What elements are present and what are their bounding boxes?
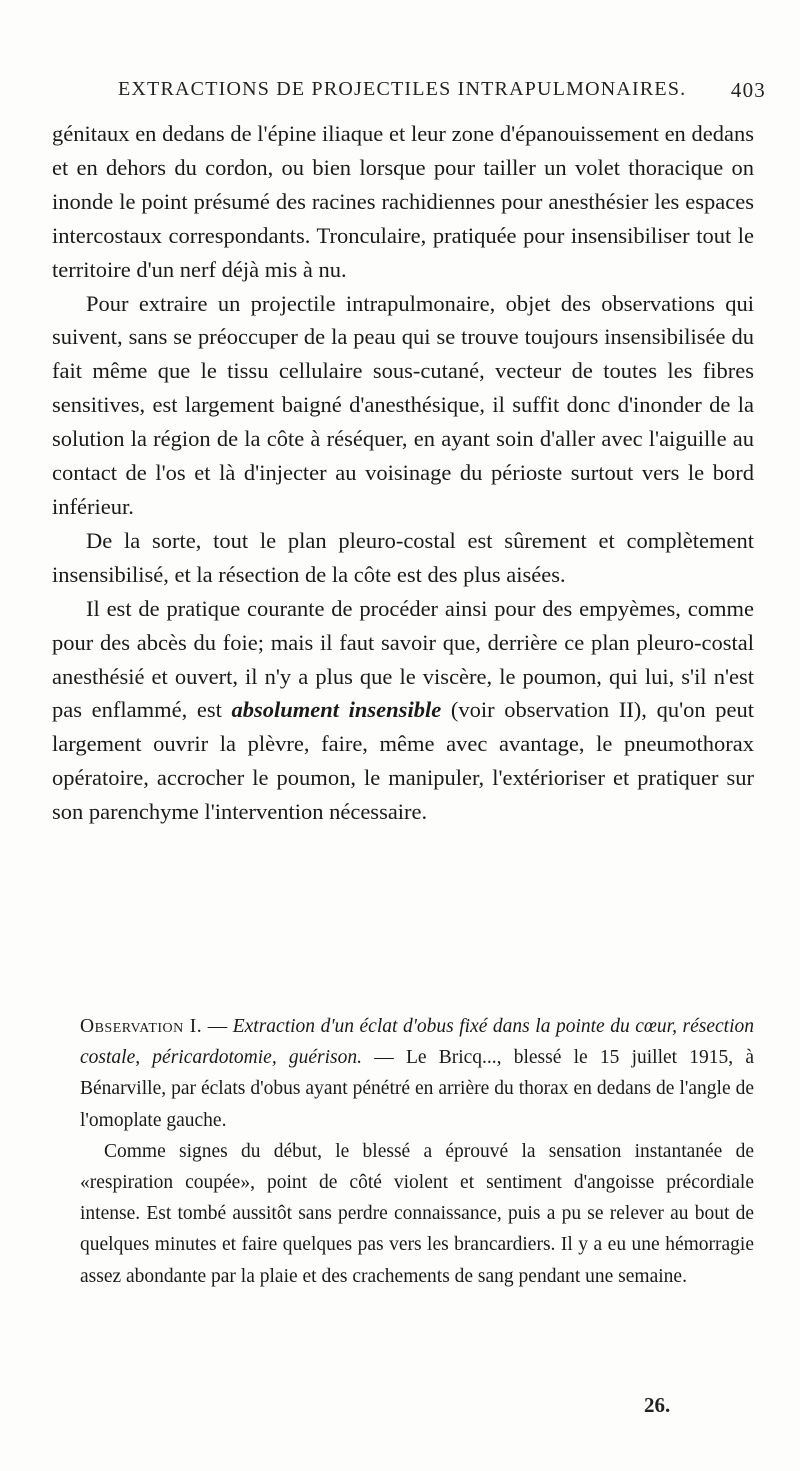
observation-label: Observation I.	[80, 1016, 203, 1037]
paragraph-empyemes-start: Il est de pratique courante de procéder ainsi pour des empyèmes, comme pour des abcès du foie; mais il faut savoir que, derrière ce plan pleuro-costal anesthésié et ouvert, il n'y a plus que le viscère, le poumon, qui lui, s'il n'est pas enflammé, est	[52, 595, 754, 723]
observation-heading-paragraph	[80, 1011, 754, 1136]
emphasis-absolument-insensible: absolument insensible	[231, 697, 442, 723]
observation-dash: —	[202, 1016, 233, 1037]
paragraph-empyemes	[52, 592, 754, 829]
main-text	[52, 117, 754, 829]
paragraph-pleuro-costal: De la sorte, tout le plan pleuro-costal est sûrement et complètement insensibilisé, et la résection de la côte est des plus aisées.	[52, 527, 754, 587]
signature-mark: 26.	[644, 1393, 671, 1417]
running-title: EXTRACTIONS DE PROJECTILES INTRAPULMONAIRES.	[118, 78, 687, 100]
running-header	[118, 78, 766, 108]
paragraph-continued: génitaux en dedans de l'épine iliaque et leur zone d'épanouissement en dedans et en dehors du cordon, ou bien lorsque pour tailler un volet thoracique on inonde le point présumé des racines rachidiennes pour anesthésier les espaces intercostaux correspondants. Tronculaire, pratiquée pour insensibiliser tout le territoire d'un nerf déjà mis à nu.	[52, 121, 754, 282]
observation-title: Extraction d'un éclat d'obus fixé dans la pointe du cœur, résection costale, péricardotomie, guérison.	[80, 1016, 754, 1069]
observation-paragraph-signs: Comme signes du début, le blessé a éprouvé la sensation instantanée de «respiration coupée», point de côté violent et sentiment d'angoisse précordiale intense. Est tombé aussitôt sans perdre connaissance, puis a pu se relever au bout de quelques minutes et faire quelques pas vers les brancardiers. Il y a eu une hémorragie assez abondante par la plaie et des crachements de sang pendant une semaine.	[80, 1140, 754, 1287]
paragraph-extraction: Pour extraire un projectile intrapulmonaire, objet des observations qui suivent, sans se préoccuper de la peau qui se trouve toujours insensibilisée du fait même que le tissu cellulaire sous-cutané, vecteur de toutes les fibres sensitives, est largement baigné d'anesthésique, il suffit donc d'inonder de la solution la région de la côte à réséquer, en ayant soin d'aller avec l'aiguille au contact de l'os et là d'injecter au voisinage du périoste surtout vers le bord inférieur.	[52, 290, 754, 519]
observation-block	[80, 1011, 754, 1292]
paragraph-empyemes-end: (voir observation II), qu'on peut largement ouvrir la plèvre, faire, même avec avantage, le pneumothorax opératoire, accrocher le poumon, le manipuler, l'extérioriser et pratiquer sur son parenchyme l'intervention nécessaire.	[52, 697, 754, 825]
page-number: 403	[730, 78, 766, 102]
observation-intro: — Le Bricq..., blessé le 15 juillet 1915, à Bénarville, par éclats d'obus ayant pénétré en arrière du thorax en dedans de l'angle de l'omoplate gauche.	[80, 1047, 754, 1131]
